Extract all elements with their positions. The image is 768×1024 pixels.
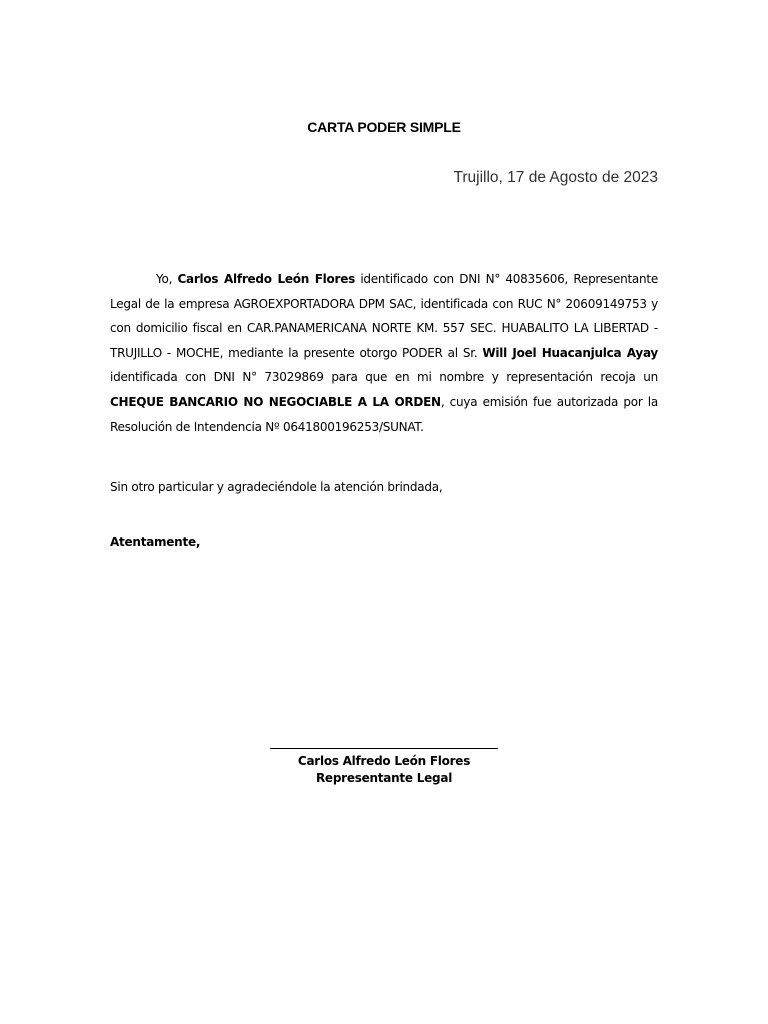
signatory-role: Representante Legal [315,771,453,785]
salutation: Atentamente, [110,535,201,549]
body-segment-purpose: identificada con DNI N° 73029869 para que en mi nombre y representación recoja un [110,370,658,385]
body-segment-company: identificado con DNI N° 40835606, Representante Legal de la empresa AGROEXPORTADORA DPM SAC, identificada con RUC N° 20609149753 y con domicilio fiscal en CAR.PANAMERICANA NORTE KM. 557 SEC. HUABALITO LA LIBERTAD - TRUJILLO - MOCHE, mediante la presente otorgo PODER al Sr. [110,272,658,360]
body-segment-resolution: , cuya emisión fue autorizada por la Resolución de Intendencia Nº 0641800196253/SUNAT. [110,394,658,434]
grantor-name: Carlos Alfredo León Flores [177,272,355,286]
signature-block [270,748,498,787]
grantee-name: Will Joel Huacanjulca Ayay [482,345,658,360]
letter-body [110,267,658,439]
cheque-description: CHEQUE BANCARIO NO NEGOCIABLE A LA ORDEN [110,394,441,409]
document-title: CARTA PODER SIMPLE [307,119,461,135]
closing-line: Sin otro particular y agradeciéndole la atención brindada, [110,480,443,494]
body-segment-intro: Yo, [156,272,178,286]
document-date: Trujillo, 17 de Agosto de 2023 [453,169,658,186]
signatory-name: Carlos Alfredo León Flores [297,754,471,768]
